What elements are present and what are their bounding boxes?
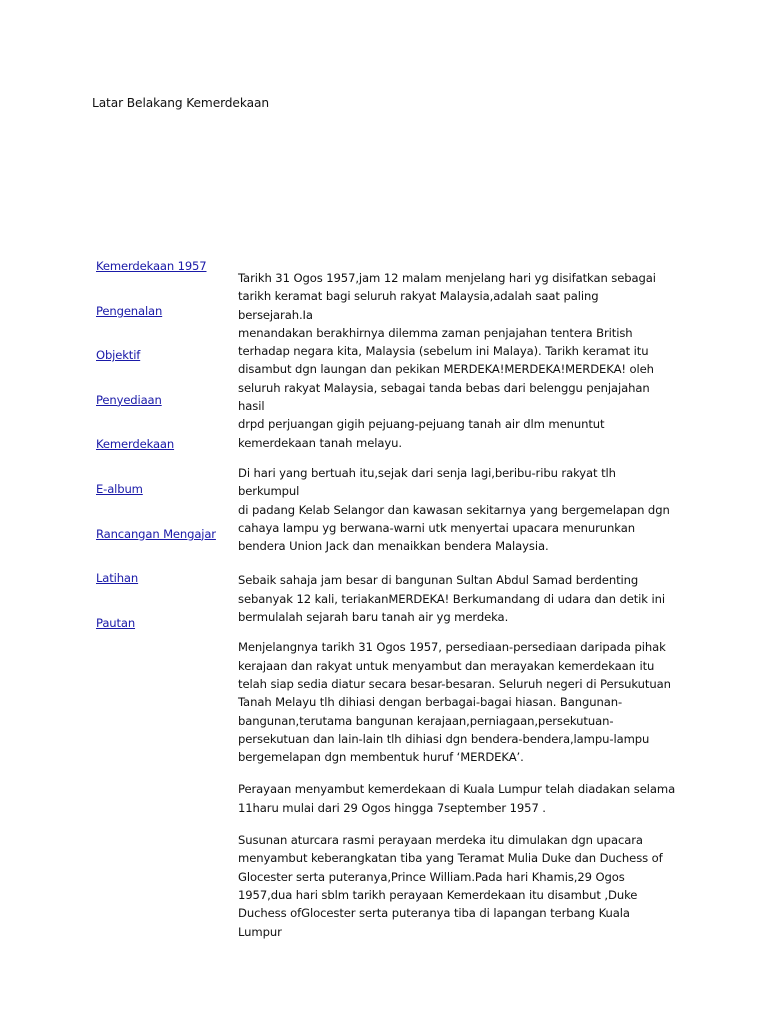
article-body — [238, 269, 676, 955]
nav-link-objektif[interactable]: Objektif — [96, 348, 141, 363]
paragraph-hari-bertuah: Di hari yang bertuah itu,sejak dari senja lagi,beribu-ribu rakyat tlh berkumpul di padang Kelab Selangor dan kawasan sekitarnya yang bergemelapan dgn cahaya lampu yg berwana-warni utk menyertai upacara menurunkan bendera Union Jack dan menaikkan bendera Malaysia. — [238, 465, 670, 554]
nav-link-kemerdekaan-1957[interactable]: Kemerdekaan 1957 — [96, 259, 207, 273]
paragraph-tarikh-keramat: Tarikh 31 Ogos 1957,jam 12 malam menjelang hari yg disifatkan sebagai tarikh keramat bagi seluruh rakyat Malaysia,adalah saat paling bersejarah.Ia menandakan berakhirnya dilemma zaman penjajahan tentera British terhadap negara kita, Malaysia (sebelum ini Malaya). Tarikh keramat itu disambut dgn laungan dan pekikan MERDEKA!MERDEKA!MERDEKA! oleh seluruh rakyat Malaysia, sebagai tanda bebas dari belenggu penjajahan hasil drpd perjuangan gigih pejuang-pejuang tanah air dlm menuntut kemerdekaan tanah melayu. — [238, 271, 656, 450]
nav-link-penyediaan[interactable]: Penyediaan — [96, 392, 162, 407]
paragraph-jam-besar: Sebaik sahaja jam besar di bangunan Sultan Abdul Samad berdenting sebanyak 12 kali, teriakanMERDEKA! Berkumandang di udara dan detik ini bermulalah sejarah baru tanah air yg merdeka. — [238, 573, 665, 625]
nav-link-kemerdekaan[interactable]: Kemerdekaan — [96, 437, 175, 452]
paragraph-persediaan: Menjelangnya tarikh 31 Ogos 1957, persediaan-persediaan daripada pihak kerajaan dan rakyat untuk menyambut dan merayakan kemerdekaan itu telah siap sedia diatur secara besar-besaran. Seluruh negeri di Persukutuan Tanah Melayu tlh dihiasi dengan berbagai-bagai hiasan. Bangunan- bangunan,terutama bangunan kerajaan,perniagaan,persekutuan- persekutuan dan lain-lain tlh dihiasi dgn bendera-bendera,lampu-lampu bergemelapan dgn membentuk huruf ‘MERDEKA’. — [238, 640, 671, 765]
side-nav — [96, 258, 226, 659]
paragraph-perayaan: Perayaan menyambut kemerdekaan di Kuala Lumpur telah diadakan selama 11haru mulai dari 29 Ogos hingga 7september 1957 . — [238, 782, 676, 815]
nav-link-e-album[interactable]: E-album — [96, 481, 143, 496]
nav-link-pautan[interactable]: Pautan — [96, 615, 136, 630]
nav-link-latihan[interactable]: Latihan — [96, 571, 139, 586]
nav-link-pengenalan[interactable]: Pengenalan — [96, 303, 163, 318]
paragraph-susunan-aturcara: Susunan aturcara rasmi perayaan merdeka itu dimulakan dgn upacara menyambut keberangkatan tiba yang Teramat Mulia Duke dan Duchess of Glocester serta puteranya,Prince William.Pada hari Khamis,29 Ogos 1957,dua hari sblm tarikh perayaan Kemerdekaan itu disambut ,Duke Duchess ofGlocester serta puteranya tiba di lapangan terbang Kuala Lumpur — [238, 833, 663, 939]
page-title: Latar Belakang Kemerdekaan — [92, 96, 269, 110]
nav-link-rancangan-mengajar[interactable]: Rancangan Mengajar — [96, 526, 216, 541]
